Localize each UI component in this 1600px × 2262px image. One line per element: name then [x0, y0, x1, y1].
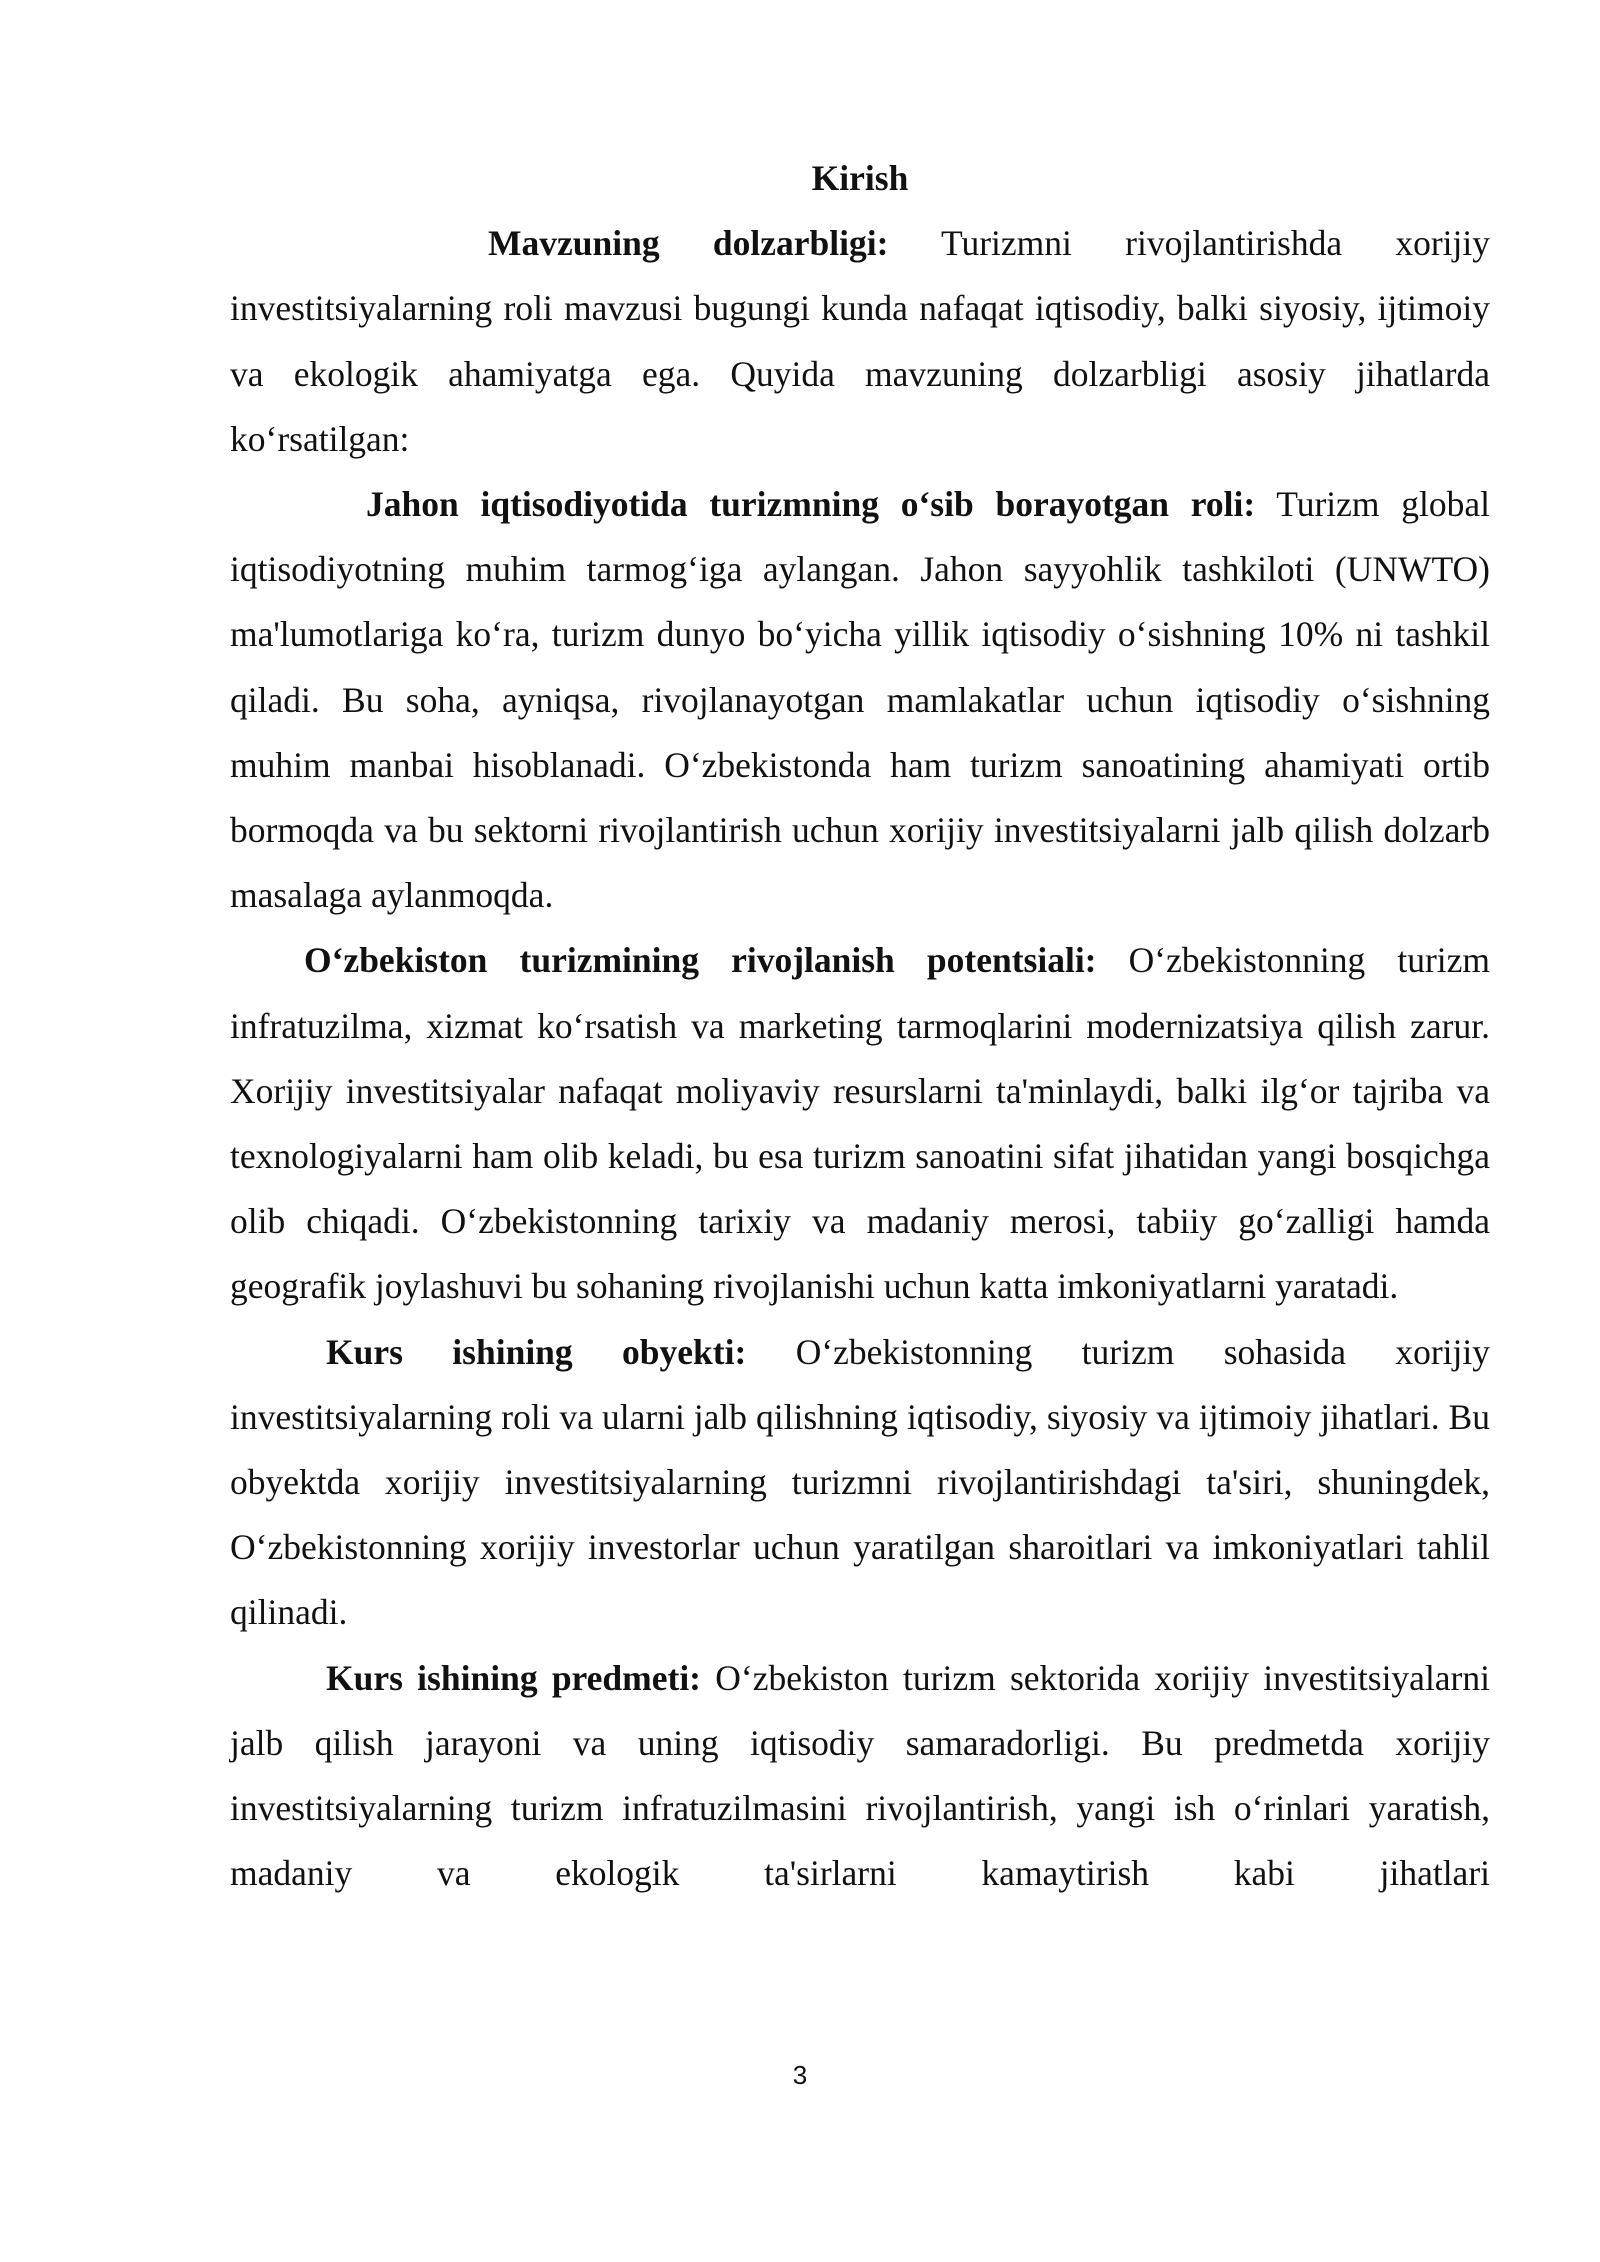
page-number: 3 [792, 2060, 808, 2090]
paragraph-text: Turizm global iqtisodiyotning muhim tarmog‘iga aylangan. Jahon sayyohlik tashkiloti (UNWTO) ma'lumotlariga ko‘ra, turizm dunyo bo‘yicha yillik iqtisodiy o‘sishning 10% ni tashkil qiladi. Bu soha, ayniqsa, rivojlanayotgan mamlakatlar uchun iqtisodiy o‘sishning muhim manbai hisoblanadi. O‘zbekistonda ham turizm sanoatining ahamiyati ortib bormoqda va bu sektorni rivojlantirish uchun xorijiy investitsiyalarni jalb qilish dolzarb masalaga aylanmoqda. [230, 484, 1490, 916]
paragraph-heading: Kurs ishining obyekti: [326, 1331, 747, 1372]
paragraph-text: Turizmni rivojlantirishda xorijiy investitsiyalarning roli mavzusi bugungi kunda nafaqat iqtisodiy, balki siyosiy, ijtimoiy va ekologik ahamiyatga ega. Quyida mavzuning dolzarbligi asosiy jihatlarda ko‘rsatilgan: [230, 223, 1491, 459]
page-title: Kirish [811, 158, 909, 198]
paragraph-heading: Jahon iqtisodiyotida turizmning o‘sib borayotgan roli: [366, 484, 1256, 524]
paragraph-text: O‘zbekistonning turizm sohasida xorijiy investitsiyalarning roli va ularni jalb qilishning iqtisodiy, siyosiy va ijtimoiy jihatlari. Bu obyektda xorijiy investitsiyalarning turizmni rivojlantirishdagi ta'siri, shuningdek, O‘zbekistonning xorijiy investorlar uchun yaratilgan sharoitlari va imkoniyatlari tahlil qilinadi. [230, 1331, 1491, 1633]
paragraph-heading: O‘zbekiston turizmining rivojlanish potentsiali: [304, 940, 1097, 981]
page-content [230, 146, 1490, 1906]
paragraph-relevance [230, 211, 1490, 472]
paragraph-heading: Mavzuning dolzarbligi: [488, 223, 889, 264]
paragraph-global-role [230, 472, 1490, 928]
paragraph-heading: Kurs ishining predmeti: [326, 1657, 702, 1698]
paragraph-object [230, 1320, 1490, 1646]
paragraph-subject [230, 1646, 1490, 1907]
paragraph-text: O‘zbekistonning turizm infratuzilma, xizmat ko‘rsatish va marketing tarmoqlarini modernizatsiya qilish zarur. Xorijiy investitsiyalar nafaqat moliyaviy resurslarni ta'minlaydi, balki ilg‘or tajriba va texnologiyalarni ham olib keladi, bu esa turizm sanoatini sifat jihatidan yangi bosqichga olib chiqadi. O‘zbekistonning tarixiy va madaniy merosi, tabiiy go‘zalligi hamda geografik joylashuvi bu sohaning rivojlanishi uchun katta imkoniyatlarni yaratadi. [230, 940, 1490, 1307]
paragraph-text: O‘zbekiston turizm sektorida xorijiy investitsiyalarni jalb qilish jarayoni va uning iqtisodiy samaradorligi. Bu predmetda xorijiy investitsiyalarning turizm infratuzilmasini rivojlantirish, yangi ish o‘rinlari yaratish, madaniy va ekologik ta'sirlarni kamaytirish kabi jihatlari [230, 1657, 1490, 1894]
paragraph-potential [230, 928, 1490, 1319]
